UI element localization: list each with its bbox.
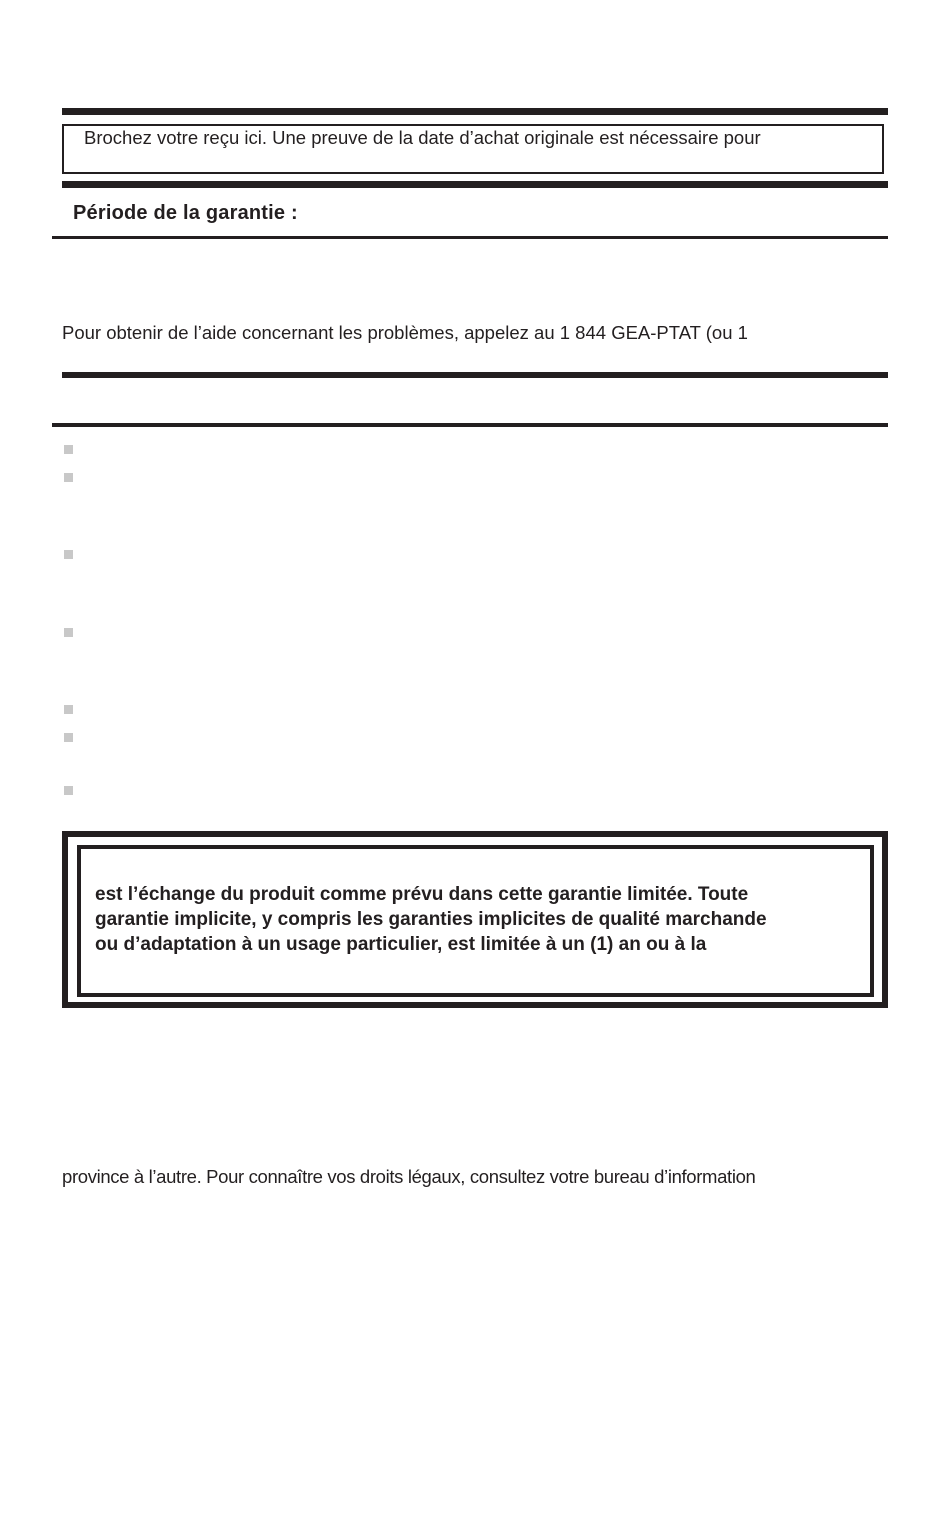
notice-line-2: garantie implicite, y compris les garanties implicites de qualité marchande [95, 909, 767, 930]
warranty-period-heading: Période de la garantie : [73, 202, 298, 224]
list-bullet [64, 445, 73, 454]
notice-line-1: est l’échange du produit comme prévu dans cette garantie limitée. Toute [95, 884, 749, 905]
period-rule [52, 236, 888, 239]
top-rule [62, 108, 888, 115]
list-bullet [64, 628, 73, 637]
receipt-bottom-rule [62, 181, 888, 188]
list-bullet [64, 733, 73, 742]
list-bullet [64, 473, 73, 482]
help-text: Pour obtenir de l’aide concernant les problèmes, appelez au 1 844 GEA-PTAT (ou 1 [62, 322, 748, 343]
exclusions-rule [52, 423, 888, 427]
list-bullet [64, 786, 73, 795]
notice-line-3: ou d’adaptation à un usage particulier, est limitée à un (1) an ou à la [95, 934, 707, 955]
help-bottom-rule [62, 372, 888, 378]
list-bullet [64, 550, 73, 559]
receipt-instruction: Brochez votre reçu ici. Une preuve de la date d’achat originale est nécessaire pour [84, 127, 761, 148]
legal-rights-text: province à l’autre. Pour connaître vos droits légaux, consultez votre bureau d’information [62, 1166, 756, 1187]
list-bullet [64, 705, 73, 714]
